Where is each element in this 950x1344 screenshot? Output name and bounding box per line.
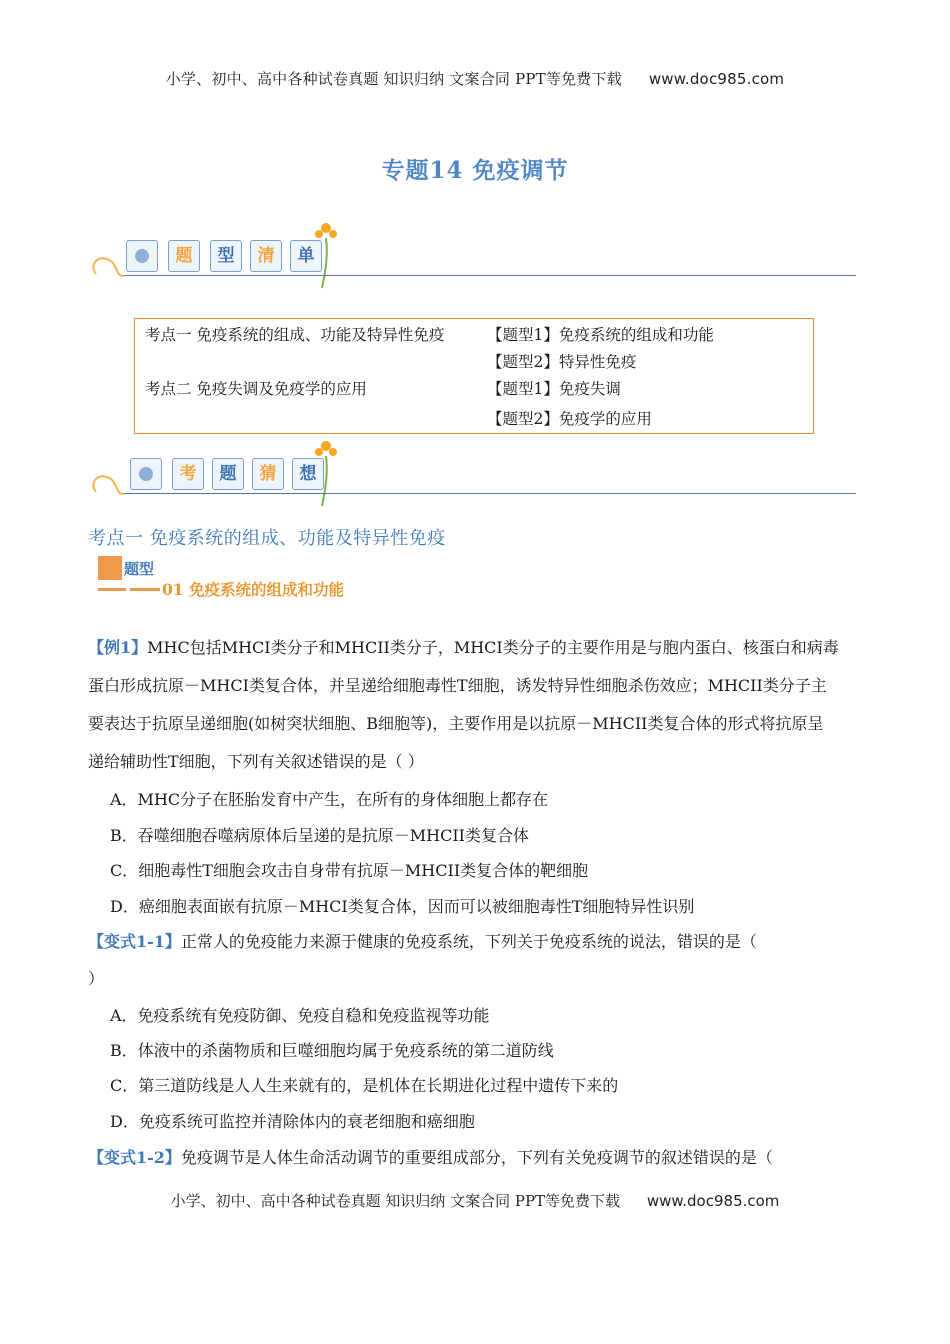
badge-bar xyxy=(98,588,126,591)
badge-square xyxy=(98,556,122,580)
variant-1-1-option-b[interactable]: B．体液中的杀菌物质和巨噬细胞均属于免疫系统的第二道防线 xyxy=(110,1041,554,1060)
badge-name: 01 免疫系统的组成和功能 xyxy=(162,580,344,599)
variant-1-1-option-c[interactable]: C．第三道防线是人人生来就有的，是机体在长期进化过程中遗传下来的 xyxy=(110,1076,619,1095)
variant-1-1-option-d[interactable]: D．免疫系统可监控并清除体内的衰老细胞和癌细胞 xyxy=(110,1112,475,1131)
banner-dot-box xyxy=(126,240,158,272)
banner-char-1: 题 xyxy=(168,240,200,272)
topic-k1: 考点一 免疫系统的组成、功能及特异性免疫 xyxy=(145,326,445,344)
banner-question-types xyxy=(86,214,856,294)
topic-t4: 【题型2】免疫学的应用 xyxy=(487,410,652,428)
example-1-option-d[interactable]: D．癌细胞表面嵌有抗原－MHCI类复合体，因而可以被细胞毒性T细胞特异性识别 xyxy=(110,897,695,916)
footer-text: 小学、初中、高中各种试卷真题 知识归纳 文案合同 PPT等免费下载 xyxy=(170,1192,621,1210)
example-1-line-4: 递给辅助性T细胞，下列有关叙述错误的是（ ） xyxy=(88,752,424,771)
variant-1-1-line-1: 【变式1-1】正常人的免疫能力来源于健康的免疫系统，下列关于免疫系统的说法，错误的是（ xyxy=(88,932,757,951)
banner-char-3: 清 xyxy=(250,240,282,272)
variant-1-1-tag: 【变式1-1】 xyxy=(88,932,181,951)
badge-label: 题型 xyxy=(124,560,155,578)
dot-icon xyxy=(135,249,149,263)
badge-bar xyxy=(130,588,160,591)
example-1-option-b[interactable]: B．吞噬细胞吞噬病原体后呈递的是抗原－MHCII类复合体 xyxy=(110,826,529,845)
banner2-char-2: 题 xyxy=(212,458,244,490)
example-1-line-2: 蛋白形成抗原－MHCI类复合体，并呈递给细胞毒性T细胞，诱发特异性细胞杀伤效应；MHCII类分子主 xyxy=(88,676,827,695)
page-footer xyxy=(0,1190,950,1211)
banner2-char-1: 考 xyxy=(172,458,204,490)
banner-rule xyxy=(124,493,856,494)
topic-t3: 【题型1】免疫失调 xyxy=(487,380,621,398)
header-site-link[interactable]: www.doc985.com xyxy=(648,70,785,88)
topics-table xyxy=(134,318,814,434)
banner2-char-3: 猜 xyxy=(252,458,284,490)
question-type-badge xyxy=(98,556,398,599)
example-1 xyxy=(88,629,868,781)
variant-1-1-option-a[interactable]: A．免疫系统有免疫防御、免疫自稳和免疫监视等功能 xyxy=(110,1006,490,1025)
banner-char-2: 型 xyxy=(210,240,242,272)
header-text: 小学、初中、高中各种试卷真题 知识归纳 文案合同 PPT等免费下载 xyxy=(165,70,622,88)
page-title: 专题14 免疫调节 xyxy=(381,157,569,184)
banner-rule xyxy=(124,275,856,276)
example-1-line-3: 要表达于抗原呈递细胞(如树突状细胞、B细胞等)，主要作用是以抗原－MHCII类复合体的形式将抗原呈 xyxy=(88,714,824,733)
topic-t1: 【题型1】免疫系统的组成和功能 xyxy=(487,326,714,344)
example-1-option-a[interactable]: A．MHC分子在胚胎发育中产生，在所有的身体细胞上都存在 xyxy=(110,790,549,809)
variant-1-2-tag: 【变式1-2】 xyxy=(88,1148,181,1167)
variant-1-2-line-1: 【变式1-2】免疫调节是人体生命活动调节的重要组成部分，下列有关免疫调节的叙述错误的是（ xyxy=(88,1148,773,1167)
section-heading: 考点一 免疫系统的组成、功能及特异性免疫 xyxy=(88,528,446,549)
topic-t2: 【题型2】特异性免疫 xyxy=(487,353,637,371)
example-1-option-c[interactable]: C．细胞毒性T细胞会攻击自身带有抗原－MHCII类复合体的靶细胞 xyxy=(110,861,589,880)
topic-k2: 考点二 免疫失调及免疫学的应用 xyxy=(145,380,367,398)
example-1-line-1: 【例1】MHC包括MHCI类分子和MHCII类分子，MHCI类分子的主要作用是与胞内蛋白、核蛋白和病毒 xyxy=(88,638,839,657)
example-1-tag: 【例1】 xyxy=(88,638,148,657)
footer-site-link[interactable]: www.doc985.com xyxy=(646,1192,780,1210)
banner-exam-guess xyxy=(86,432,856,512)
banner-dot-box xyxy=(130,458,162,490)
dot-icon xyxy=(139,467,153,481)
variant-1-1-line-2: ） xyxy=(88,969,105,988)
banner2-char-4: 想 xyxy=(292,458,324,490)
page-header xyxy=(0,68,950,89)
banner-char-4: 单 xyxy=(290,240,322,272)
